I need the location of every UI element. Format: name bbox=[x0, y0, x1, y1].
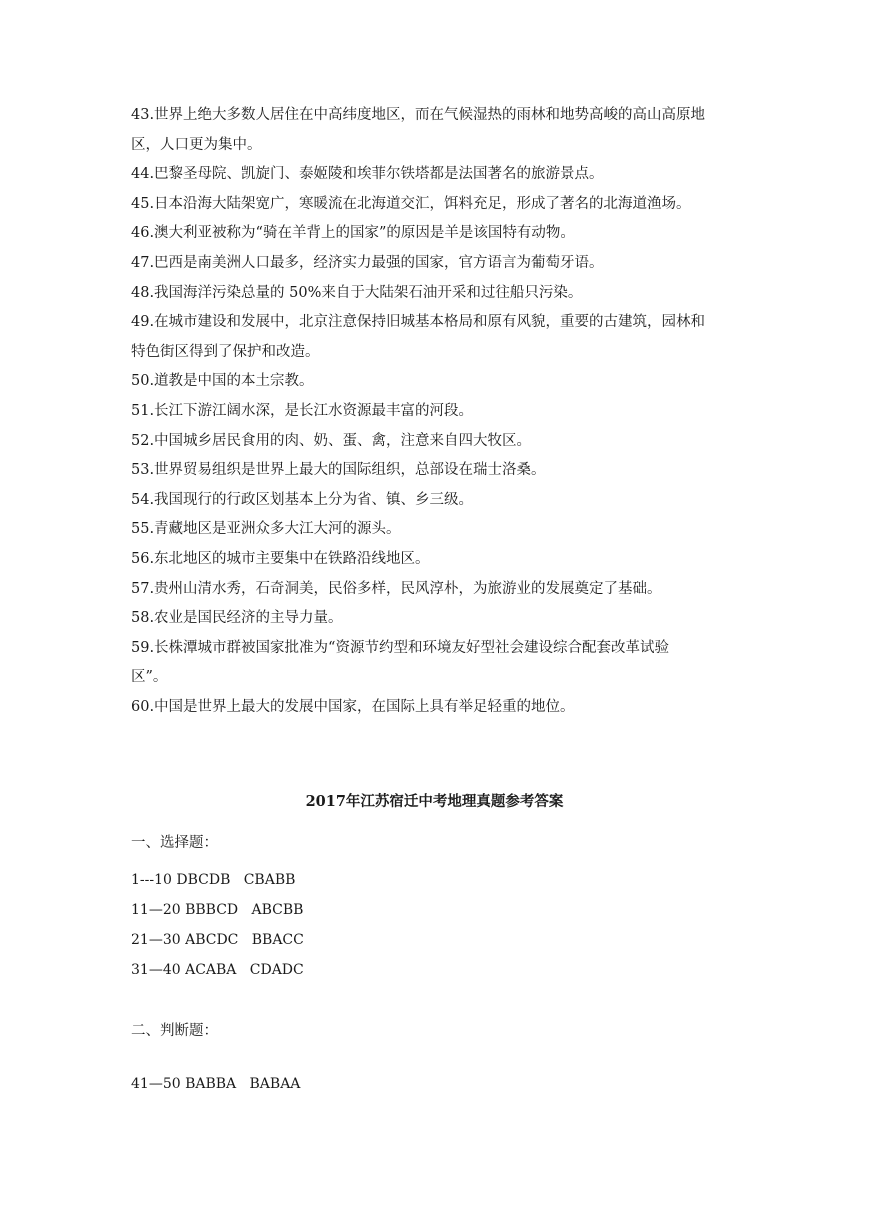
question-line: 47.巴西是南美洲人口最多，经济实力最强的国家，官方语言为葡萄牙语。 bbox=[131, 254, 604, 271]
answer-row: 1---10 DBCDB CBABB bbox=[131, 872, 296, 888]
question-line: 58.农业是国民经济的主导力量。 bbox=[131, 610, 343, 627]
answer-row: 11—20 BBBCD ABCBB bbox=[131, 902, 304, 918]
question-line: 45.日本沿海大陆架宽广，寒暖流在北海道交汇，饵料充足，形成了著名的北海道渔场。 bbox=[131, 195, 691, 212]
question-line: 52.中国城乡居民食用的肉、奶、蛋、禽，注意来自四大牧区。 bbox=[131, 432, 532, 449]
judgement-question-list bbox=[131, 101, 771, 722]
question-line: 43.世界上绝大多数人居住在中高纬度地区，而在气候湿热的雨林和地势高峻的高山高原地 bbox=[131, 107, 706, 123]
question-line: 44.巴黎圣母院、凯旋门、泰姬陵和埃菲尔铁塔都是法国著名的旅游景点。 bbox=[131, 166, 604, 183]
question-line: 54.我国现行的行政区划基本上分为省、镇、乡三级。 bbox=[131, 491, 474, 508]
answer-row: 31—40 ACABA CDADC bbox=[131, 962, 304, 978]
question-line: 48.我国海洋污染总量的 50%来自于大陆架石油开采和过往船只污染。 bbox=[131, 284, 583, 301]
answer-key-title: 2017年江苏宿迁中考地理真题参考答案 bbox=[305, 793, 564, 810]
answer-row: 21—30 ABCDC BBACC bbox=[131, 932, 304, 948]
question-line: 59.长株潭城市群被国家批准为“资源节约型和环境友好型社会建设综合配套改革试验 bbox=[131, 639, 669, 656]
question-line: 57.贵州山清水秀，石奇洞美，民俗多样，民风淳朴，为旅游业的发展奠定了基础。 bbox=[131, 580, 662, 597]
question-line: 60.中国是世界上最大的发展中国家，在国际上具有举足轻重的地位。 bbox=[131, 698, 575, 715]
question-line: 特色街区得到了保护和改造。 bbox=[131, 343, 320, 360]
section-label-choice: 一、选择题： bbox=[131, 835, 218, 851]
question-line: 49.在城市建设和发展中，北京注意保持旧城基本格局和原有风貌，重要的古建筑，园林和 bbox=[131, 314, 706, 331]
question-line: 50.道教是中国的本土宗教。 bbox=[131, 373, 314, 390]
question-line: 区，人口更为集中。 bbox=[131, 136, 262, 153]
answer-row: 41—50 BABBA BABAA bbox=[131, 1076, 301, 1092]
question-line: 区”。 bbox=[131, 669, 168, 686]
question-line: 51.长江下游江阔水深，是长江水资源最丰富的河段。 bbox=[131, 402, 474, 419]
question-line: 55.青藏地区是亚洲众多大江大河的源头。 bbox=[131, 521, 401, 538]
question-line: 46.澳大利亚被称为“骑在羊背上的国家”的原因是羊是该国特有动物。 bbox=[131, 225, 575, 242]
question-line: 56.东北地区的城市主要集中在铁路沿线地区。 bbox=[131, 550, 430, 567]
question-line: 53.世界贸易组织是世界上最大的国际组织，总部设在瑞士洛桑。 bbox=[131, 462, 546, 479]
section-label-judge: 二、判断题： bbox=[131, 1023, 218, 1039]
